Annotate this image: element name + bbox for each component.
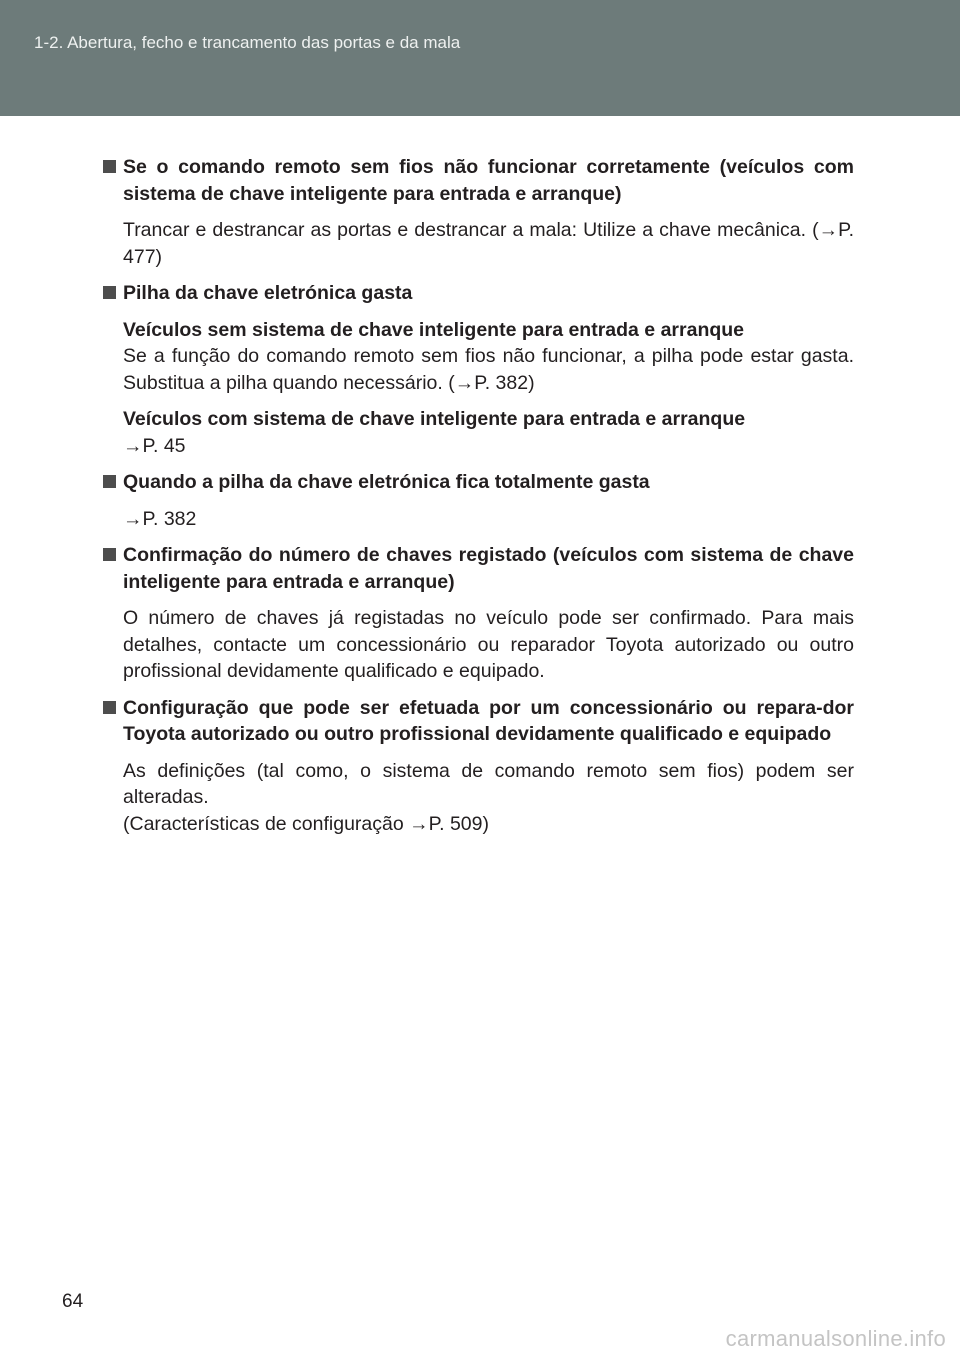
- subheading-with-smart-key: Veículos com sistema de chave inteligente para entrada e arranque: [123, 408, 746, 430]
- section-registered-keys: [101, 542, 854, 685]
- square-bullet-icon: [103, 160, 116, 173]
- section-heading: [101, 154, 854, 207]
- section-battery-depleted: [101, 280, 854, 459]
- body-line: (Características de configuração →P. 509): [123, 812, 489, 835]
- square-bullet-icon: [103, 548, 116, 561]
- section-customization: [101, 695, 854, 838]
- subheading-body: Se a função do comando remoto sem fios não funcionar, a pilha pode estar gasta. Substitua a pilha quando necessário. (→P. 382): [123, 345, 854, 394]
- section-remote-not-working: [101, 154, 854, 270]
- body-line: As definições (tal como, o sistema de comando remoto sem fios) podem ser alteradas.: [123, 759, 854, 808]
- section-body: [101, 758, 854, 838]
- page-reference: →P. 45: [123, 434, 186, 457]
- chapter-header-band: [0, 0, 960, 116]
- square-bullet-icon: [103, 286, 116, 299]
- subheading-without-smart-key: Veículos sem sistema de chave inteligente para entrada e arranque: [123, 318, 745, 341]
- section-body: Trancar e destrancar as portas e destrancar a mala: Utilize a chave mecânica. (→P. 477): [123, 219, 854, 268]
- heading-text: Pilha da chave eletrónica gasta: [123, 282, 413, 304]
- section-heading: [101, 695, 854, 748]
- heading-text: Configuração que pode ser efetuada por um concessionário ou repara-dor Toyota autorizado ou outro profissional devidamente qualificado e equipado: [123, 696, 854, 745]
- page-content: [101, 154, 854, 847]
- section-body: O número de chaves já registadas no veículo pode ser confirmado. Para mais detalhes, contacte um concessionário ou reparador Toyota autorizado ou outro profissional devidamente qualificado e equipado.: [123, 607, 854, 682]
- chapter-title: 1-2. Abertura, fecho e trancamento das portas e da mala: [34, 33, 461, 52]
- section-battery-fully-depleted: [101, 469, 854, 532]
- section-heading: [101, 280, 854, 307]
- section-heading: [101, 469, 854, 496]
- heading-text: Confirmação do número de chaves registado (veículos com sistema de chave inteligente para entrada e arranque): [123, 544, 854, 593]
- square-bullet-icon: [103, 701, 116, 714]
- page-number: 64: [62, 1291, 84, 1312]
- square-bullet-icon: [103, 475, 116, 488]
- watermark: carmanualsonline.info: [725, 1326, 946, 1351]
- page-reference: →P. 382: [123, 507, 197, 530]
- heading-text: Se o comando remoto sem fios não funcionar corretamente (veículos com sistema de chave inteligente para entrada e arranque): [123, 156, 854, 205]
- heading-text: Quando a pilha da chave eletrónica fica totalmente gasta: [123, 471, 650, 493]
- section-heading: [101, 542, 854, 595]
